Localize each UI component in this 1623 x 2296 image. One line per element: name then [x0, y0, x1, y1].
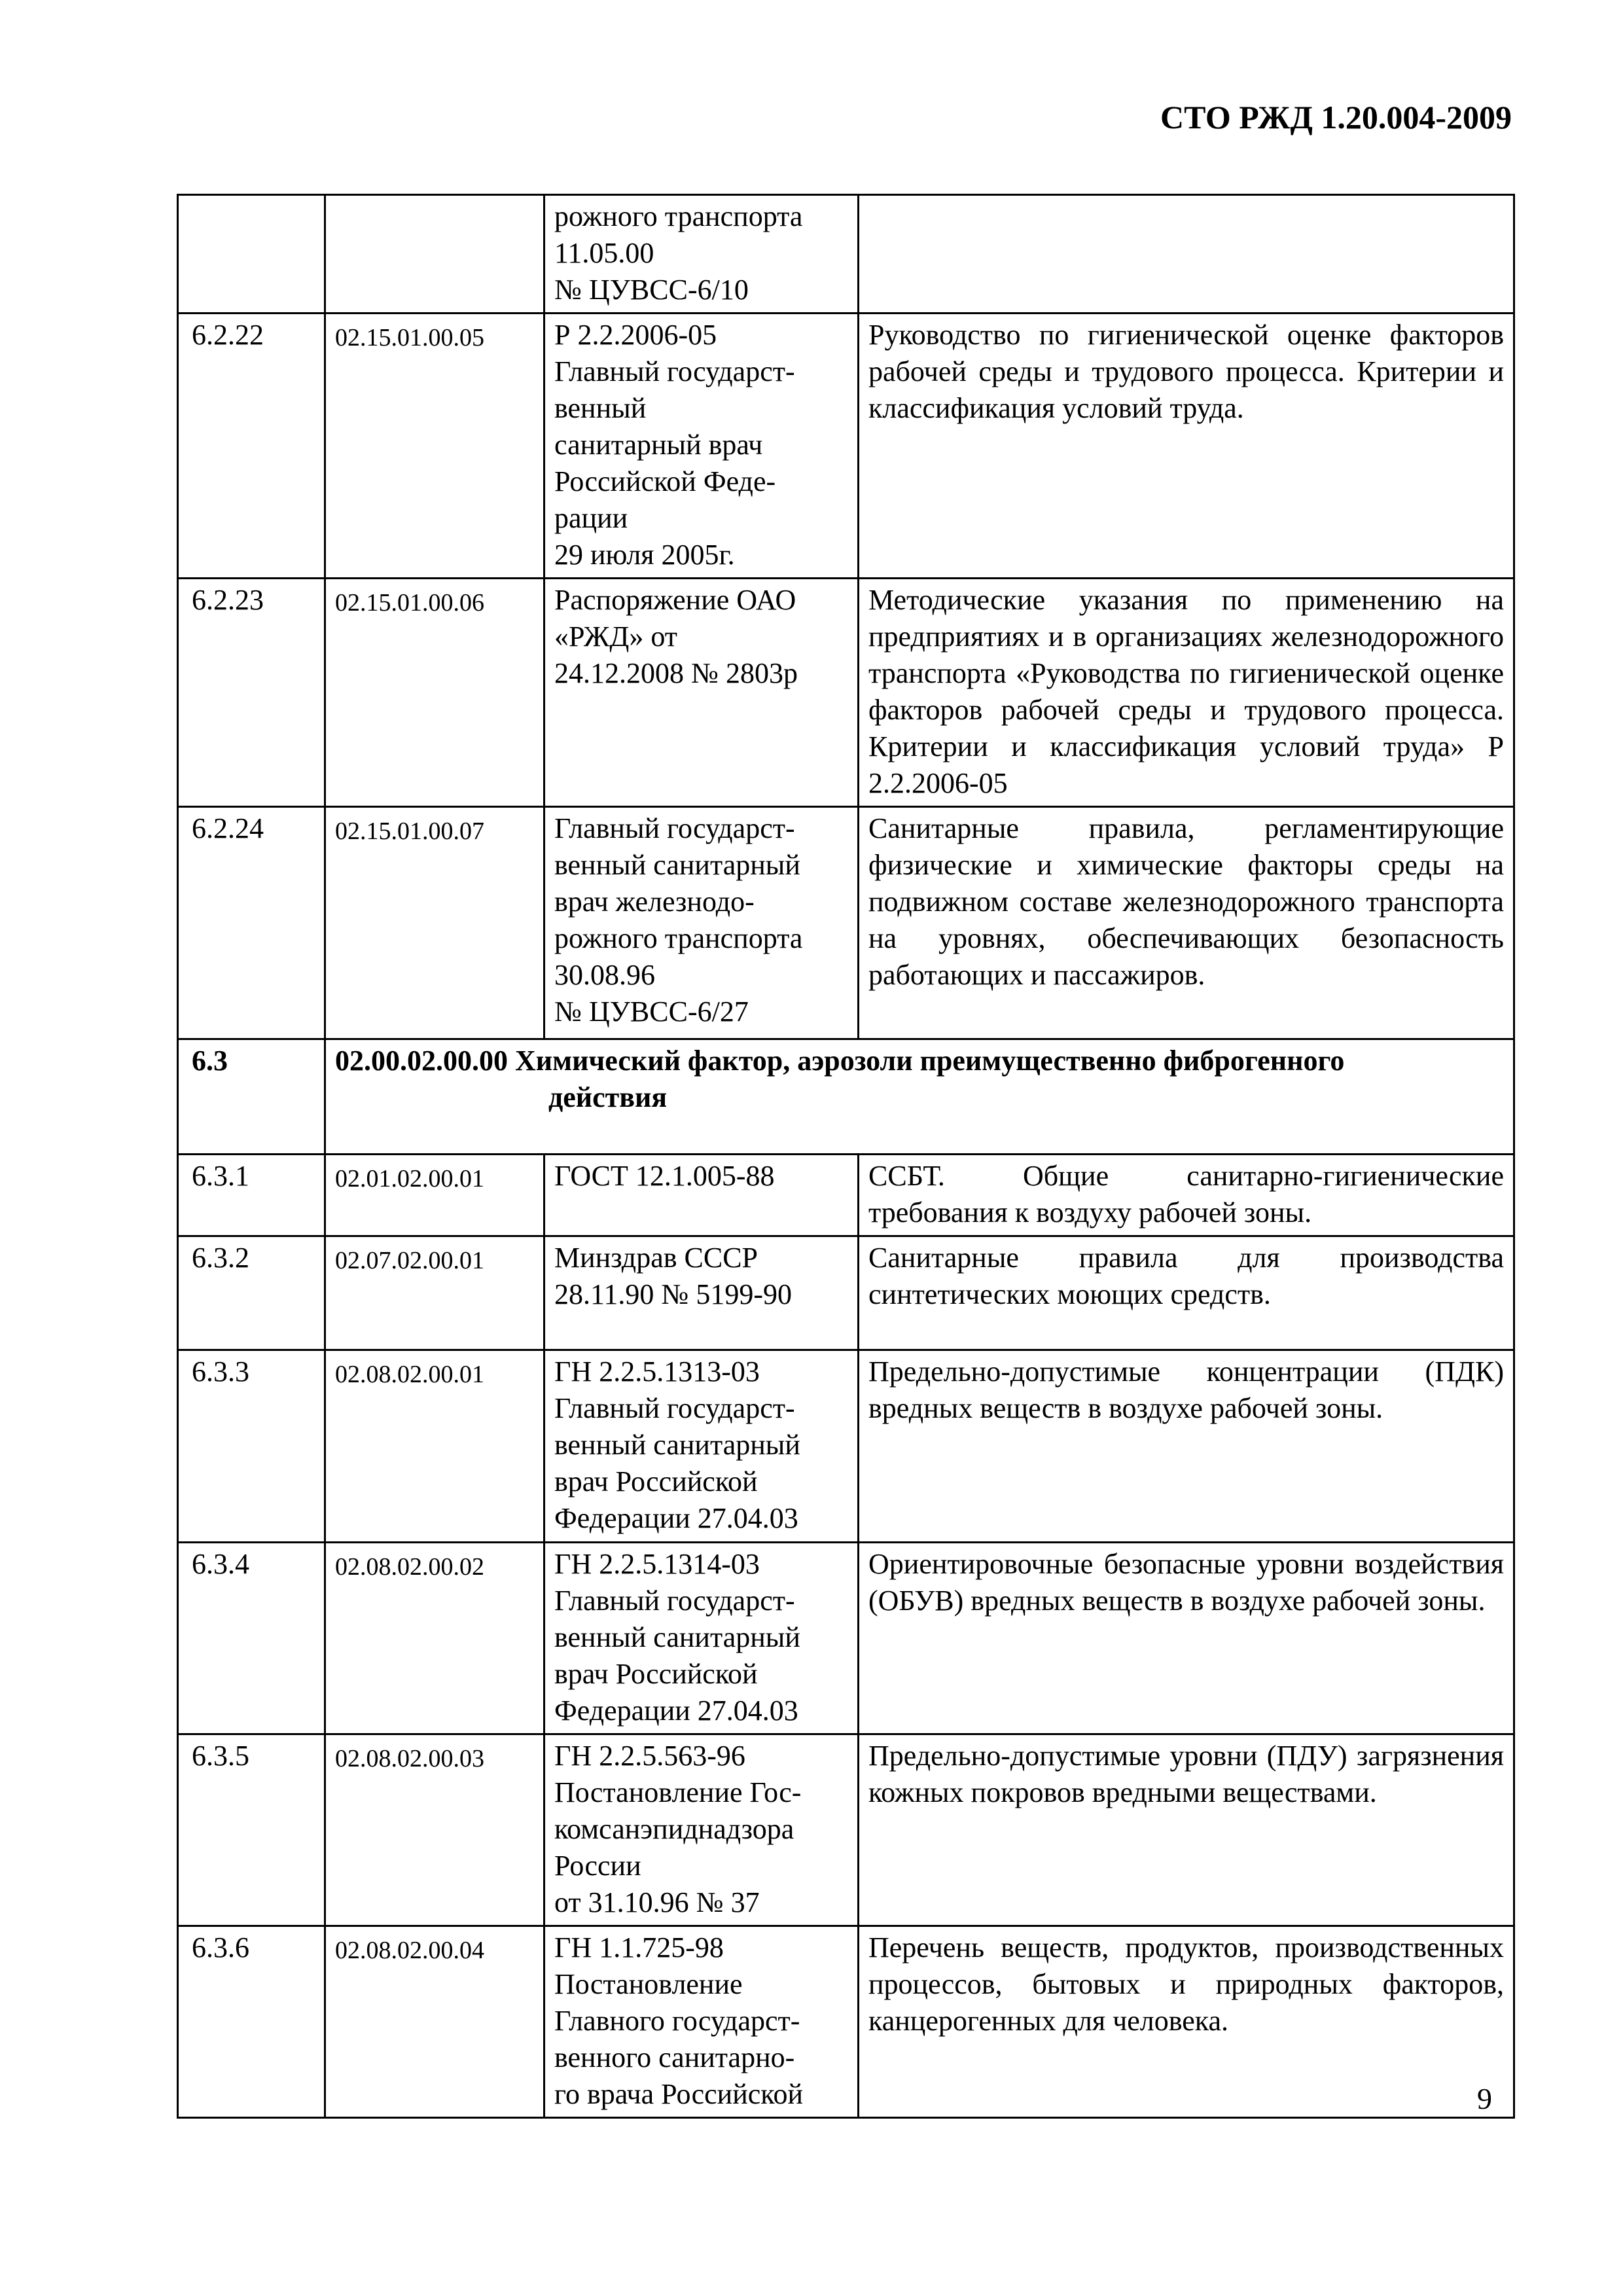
source-line: Минздрав СССР [554, 1242, 758, 1274]
source-line: ГН 2.2.5.1314-03 [554, 1548, 760, 1580]
page-number: 9 [1477, 2082, 1492, 2115]
source-line: Главного государст- [554, 2005, 800, 2037]
source-line: рожного транспорта [554, 200, 803, 232]
document-title: ССБТ. Общие санитарно-гигиенические требования к воздуху рабочей зоны. [859, 1155, 1514, 1236]
table-body-part-2 [178, 1155, 1514, 2118]
document-title: Ориентировочные безопасные уровни воздействия (ОБУВ) вредных веществ в воздухе рабочей зоны. [859, 1543, 1514, 1734]
document-title: Предельно-допустимые концентрации (ПДК) вредных веществ в воздухе рабочей зоны. [859, 1350, 1514, 1543]
source-line: рации [554, 502, 628, 534]
source-line: ГН 1.1.725-98 [554, 1931, 724, 1964]
document-title: Методические указания по применению на предприятиях и в организациях железнодорожного транспорта «Руководства по гигиенической оценке факторов рабочей среды и трудового процесса. Критерии и классификация условий труда» Р 2.2.2006-05 [859, 579, 1514, 807]
source-line: ГОСТ 12.1.005-88 [554, 1160, 775, 1192]
item-number: 6.3.6 [178, 1926, 325, 2118]
section-code: 02.00.02.00.00 [335, 1045, 508, 1077]
source-line: России [554, 1850, 641, 1882]
document-source [544, 1926, 859, 2118]
source-line: «РЖД» от [554, 620, 678, 653]
source-line: венного санитарно- [554, 2041, 795, 2073]
source-line: го врача Российской [554, 2078, 803, 2110]
source-line: 30.08.96 [554, 959, 655, 991]
item-number: 6.3.5 [178, 1734, 325, 1926]
table-row [178, 1543, 1514, 1734]
section-number: 6.3 [178, 1039, 325, 1155]
classifier-code: 02.15.01.00.06 [325, 579, 544, 807]
table-row [178, 1734, 1514, 1926]
source-line: Главный государст- [554, 1585, 795, 1617]
table-row [178, 195, 1514, 314]
table-row [178, 579, 1514, 807]
document-source [544, 1734, 859, 1926]
document-title: Предельно-допустимые уровни (ПДУ) загрязнения кожных покровов вредными веществами. [859, 1734, 1514, 1926]
source-line: врач Российской [554, 1658, 758, 1690]
source-line: врач Российской [554, 1465, 758, 1498]
section-title-line2: действия [548, 1081, 668, 1113]
source-line: ГН 2.2.5.1313-03 [554, 1355, 760, 1388]
table-row [178, 1155, 1514, 1236]
table-body-part-1 [178, 195, 1514, 1039]
source-line: Постановление [554, 1968, 743, 2000]
document-title: Руководство по гигиенической оценке факторов рабочей среды и трудового процесса. Критерии и классификация условий труда. [859, 314, 1514, 579]
document-source [544, 1155, 859, 1236]
section-row [178, 1039, 1514, 1155]
source-line: санитарный врач [554, 429, 763, 461]
document-title: Санитарные правила для производства синтетических моющих средств. [859, 1236, 1514, 1350]
source-line: Постановление Гос- [554, 1776, 802, 1808]
document-code-header: СТО РЖД 1.20.004-2009 [1160, 99, 1512, 135]
classifier-code [325, 195, 544, 314]
source-line: 28.11.90 № 5199-90 [554, 1278, 792, 1310]
document-source [544, 195, 859, 314]
table-row [178, 1350, 1514, 1543]
document-source [544, 1543, 859, 1734]
source-line: Российской Феде- [554, 465, 776, 497]
item-number: 6.3.4 [178, 1543, 325, 1734]
source-line: Главный государст- [554, 1392, 795, 1424]
item-number: 6.2.23 [178, 579, 325, 807]
source-line: комсанэпиднадзора [554, 1813, 794, 1845]
source-line: венный санитарный [554, 1429, 800, 1461]
classifier-code: 02.08.02.00.01 [325, 1350, 544, 1543]
source-line: Распоряжение ОАО [554, 584, 796, 616]
source-line: Федерации 27.04.03 [554, 1502, 798, 1534]
classifier-code: 02.08.02.00.04 [325, 1926, 544, 2118]
classifier-code: 02.15.01.00.07 [325, 807, 544, 1039]
document-source [544, 314, 859, 579]
classifier-code: 02.08.02.00.02 [325, 1543, 544, 1734]
table-row [178, 314, 1514, 579]
source-line: Главный государст- [554, 355, 795, 387]
section-title-cell [325, 1039, 1514, 1155]
source-line: врач железнодо- [554, 886, 755, 918]
document-source [544, 1350, 859, 1543]
section-title [335, 1043, 1504, 1116]
source-line: № ЦУВСС-6/27 [554, 996, 749, 1028]
item-number [178, 195, 325, 314]
document-source [544, 1236, 859, 1350]
source-line: 24.12.2008 № 2803р [554, 657, 798, 689]
document-title: Санитарные правила, регламентирующие физические и химические факторы среды на подвижном составе железнодорожного транспорта на уровнях, обеспечивающих безопасность работающих и пассажиров. [859, 807, 1514, 1039]
source-line: ГН 2.2.5.563-96 [554, 1740, 745, 1772]
table-row [178, 1236, 1514, 1350]
source-line: Р 2.2.2006-05 [554, 319, 717, 351]
classifier-code: 02.07.02.00.01 [325, 1236, 544, 1350]
document-source [544, 579, 859, 807]
source-line: № ЦУВСС-6/10 [554, 274, 749, 306]
item-number: 6.3.2 [178, 1236, 325, 1350]
classifier-code: 02.08.02.00.03 [325, 1734, 544, 1926]
regulations-table [177, 194, 1515, 2119]
classifier-code: 02.15.01.00.05 [325, 314, 544, 579]
document-source [544, 807, 859, 1039]
source-line: от 31.10.96 № 37 [554, 1886, 760, 1918]
source-line: Главный государст- [554, 812, 795, 844]
item-number: 6.2.24 [178, 807, 325, 1039]
source-line: 29 июля 2005г. [554, 539, 735, 571]
source-line: 11.05.00 [554, 237, 654, 269]
source-line: рожного транспорта [554, 922, 803, 954]
table-row [178, 1926, 1514, 2118]
item-number: 6.3.1 [178, 1155, 325, 1236]
source-line: венный санитарный [554, 1621, 800, 1653]
item-number: 6.2.22 [178, 314, 325, 579]
item-number: 6.3.3 [178, 1350, 325, 1543]
source-line: венный [554, 392, 647, 424]
source-line: венный санитарный [554, 849, 800, 881]
document-title [859, 195, 1514, 314]
source-line: Федерации 27.04.03 [554, 1695, 798, 1727]
document-title: Перечень веществ, продуктов, производственных процессов, бытовых и природных факторов, канцерогенных для человека. [859, 1926, 1514, 2118]
section-title-line1: Химический фактор, аэрозоли преимущественно фиброгенного [515, 1045, 1345, 1077]
table-row [178, 807, 1514, 1039]
classifier-code: 02.01.02.00.01 [325, 1155, 544, 1236]
table-section [178, 1039, 1514, 1155]
